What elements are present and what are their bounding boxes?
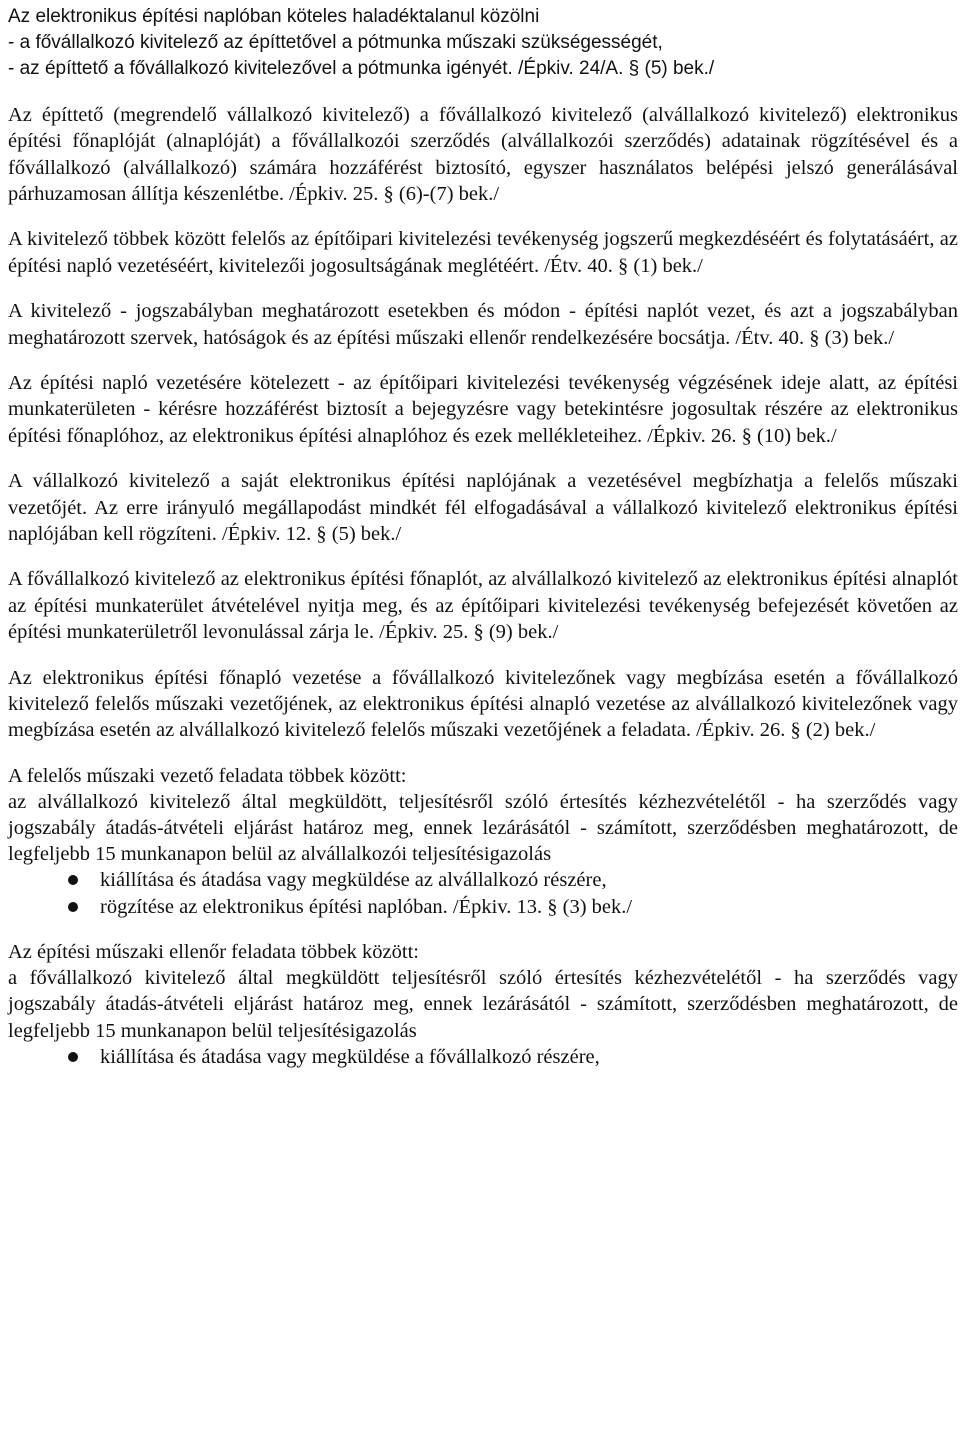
list-item-text: kiállítása és átadása vagy megküldése az alvállalkozó részére, xyxy=(100,869,607,892)
intro-line-1: Az elektronikus építési naplóban köteles haladéktalanul közölni xyxy=(8,6,540,27)
section-heading-muszaki-vezeto: A felelős műszaki vezető feladata többek között: xyxy=(8,764,407,787)
paragraph-naplo-keszenletbe: Az építtető (megrendelő vállalkozó kivitelező) a fővállalkozó kivitelező (alvállalkozó kivitelező) elektronikus építési főnaplóját (alnaplóját) a fővállalkozói szerződés (alvállalkozói szerződés) adatainak rögzítésével és a fővállalkozó (alvállalkozó) számára hozzáférést biztosító, egyszer használatos belépési jelszó generálásával párhuzamosan állítja készenlétbe. /Épkiv. 25. § (6)-(7) bek./ xyxy=(8,104,958,205)
section-body-ellenor: a fővállalkozó kivitelező által megküldött teljesítésről szóló értesítés kézhezvételétől - ha szerződés vagy jogszabály átadás-átvételi eljárást határoz meg, ennek lezárásától - számított, szerződésben meghatározott, de legfeljebb 15 munkanapon belül teljesítésigazolás xyxy=(8,967,958,1042)
bullet-icon xyxy=(68,902,78,912)
paragraph-hozzaferes: Az építési napló vezetésére kötelezett - az építőipari kivitelezési tevékenység végzésének ideje alatt, az építési munkaterületen - kérésre hozzáférést biztosít a bejegyzésre vagy betekintésre jogosultak részére az elektronikus építési főnaplóhoz, az elektronikus építési alnaplóhoz és ezek mellékleteihez. /Épkiv. 26. § (10) bek./ xyxy=(8,372,958,447)
section-body-muszaki-vezeto: az alvállalkozó kivitelező által megküldött, teljesítésről szóló értesítés kézhezvételétől - ha szerződés vagy jogszabály átadás-átvételi eljárást határoz meg, ennek lezárásától - számított, szerződésben meghatározott, de legfeljebb 15 munkanapon belül az alvállalkozói teljesítésigazolás xyxy=(8,790,958,866)
paragraph-megbizas: A vállalkozó kivitelező a saját elektronikus építési naplójának a vezetésével megbízhatja a felelős műszaki vezetőjét. Az erre irányuló megállapodást mindkét fél elfogadásával a vállalkozó kivitelező elektronikus építési naplójában kell rögzíteni. /Épkiv. 12. § (5) bek./ xyxy=(8,470,958,545)
paragraph-naplo-vezetese: Az elektronikus építési főnapló vezetése a fővállalkozó kivitelezőnek vagy megbízása esetén a fővállalkozó kivitelező felelős műszaki vezetőjének, az elektronikus építési alnapló vezetése az alvállalkozó kivitelezőnek vagy megbízása esetén az alvállalkozó kivitelező felelős műszaki vezetőjének a feladata. /Épkiv. 26. § (2) bek./ xyxy=(8,666,958,741)
paragraph-kivitelezo-felelos: A kivitelező többek között felelős az építőipari kivitelezési tevékenység jogszerű megkezdéséért és folytatásáért, az építési napló vezetéséért, kivitelezői jogosultságának meglétéért. /Étv. 40. § (1) bek./ xyxy=(8,228,958,277)
bullet-icon xyxy=(68,875,78,885)
document-page xyxy=(8,4,958,1089)
paragraph-megnyitas-lezaras: A fővállalkozó kivitelező az elektronikus építési főnaplót, az alvállalkozó kivitelező az elektronikus építési alnaplót az építési munkaterület átvételével nyitja meg, és az építőipari kivitelezési tevékenység befejezését követően az építési munkaterületről levonulással zárja le. /Épkiv. 25. § (9) bek./ xyxy=(8,568,958,643)
bullet-icon xyxy=(68,1052,78,1062)
section-heading-ellenor: Az építési műszaki ellenőr feladata többek között: xyxy=(8,940,419,963)
intro-line-3: - az építtető a fővállalkozó kivitelezővel a pótmunka igényét. /Épkiv. 24/A. § (5) bek./ xyxy=(8,58,715,80)
bullet-list-ellenor xyxy=(8,1044,958,1070)
list-item-text: kiállítása és átadása vagy megküldése a fővállalkozó részére, xyxy=(100,1045,600,1068)
intro-block xyxy=(8,4,958,83)
list-item xyxy=(8,867,958,893)
list-item xyxy=(8,1044,958,1070)
list-item xyxy=(8,894,958,920)
list-item-text: rögzítése az elektronikus építési naplóban. /Épkiv. 13. § (3) bek./ xyxy=(100,895,633,918)
paragraph-kivitelezo-naplot-vezet: A kivitelező - jogszabályban meghatározott esetekben és módon - építési naplót vezet, és azt a jogszabályban meghatározott szervek, hatóságok és az építési műszaki ellenőr rendelkezésére bocsátja. /Étv. 40. § (3) bek./ xyxy=(8,300,958,349)
intro-line-2: - a fővállalkozó kivitelező az építtetővel a pótmunka műszaki szükségességét, xyxy=(8,32,663,54)
bullet-list-muszaki-vezeto xyxy=(8,867,958,919)
